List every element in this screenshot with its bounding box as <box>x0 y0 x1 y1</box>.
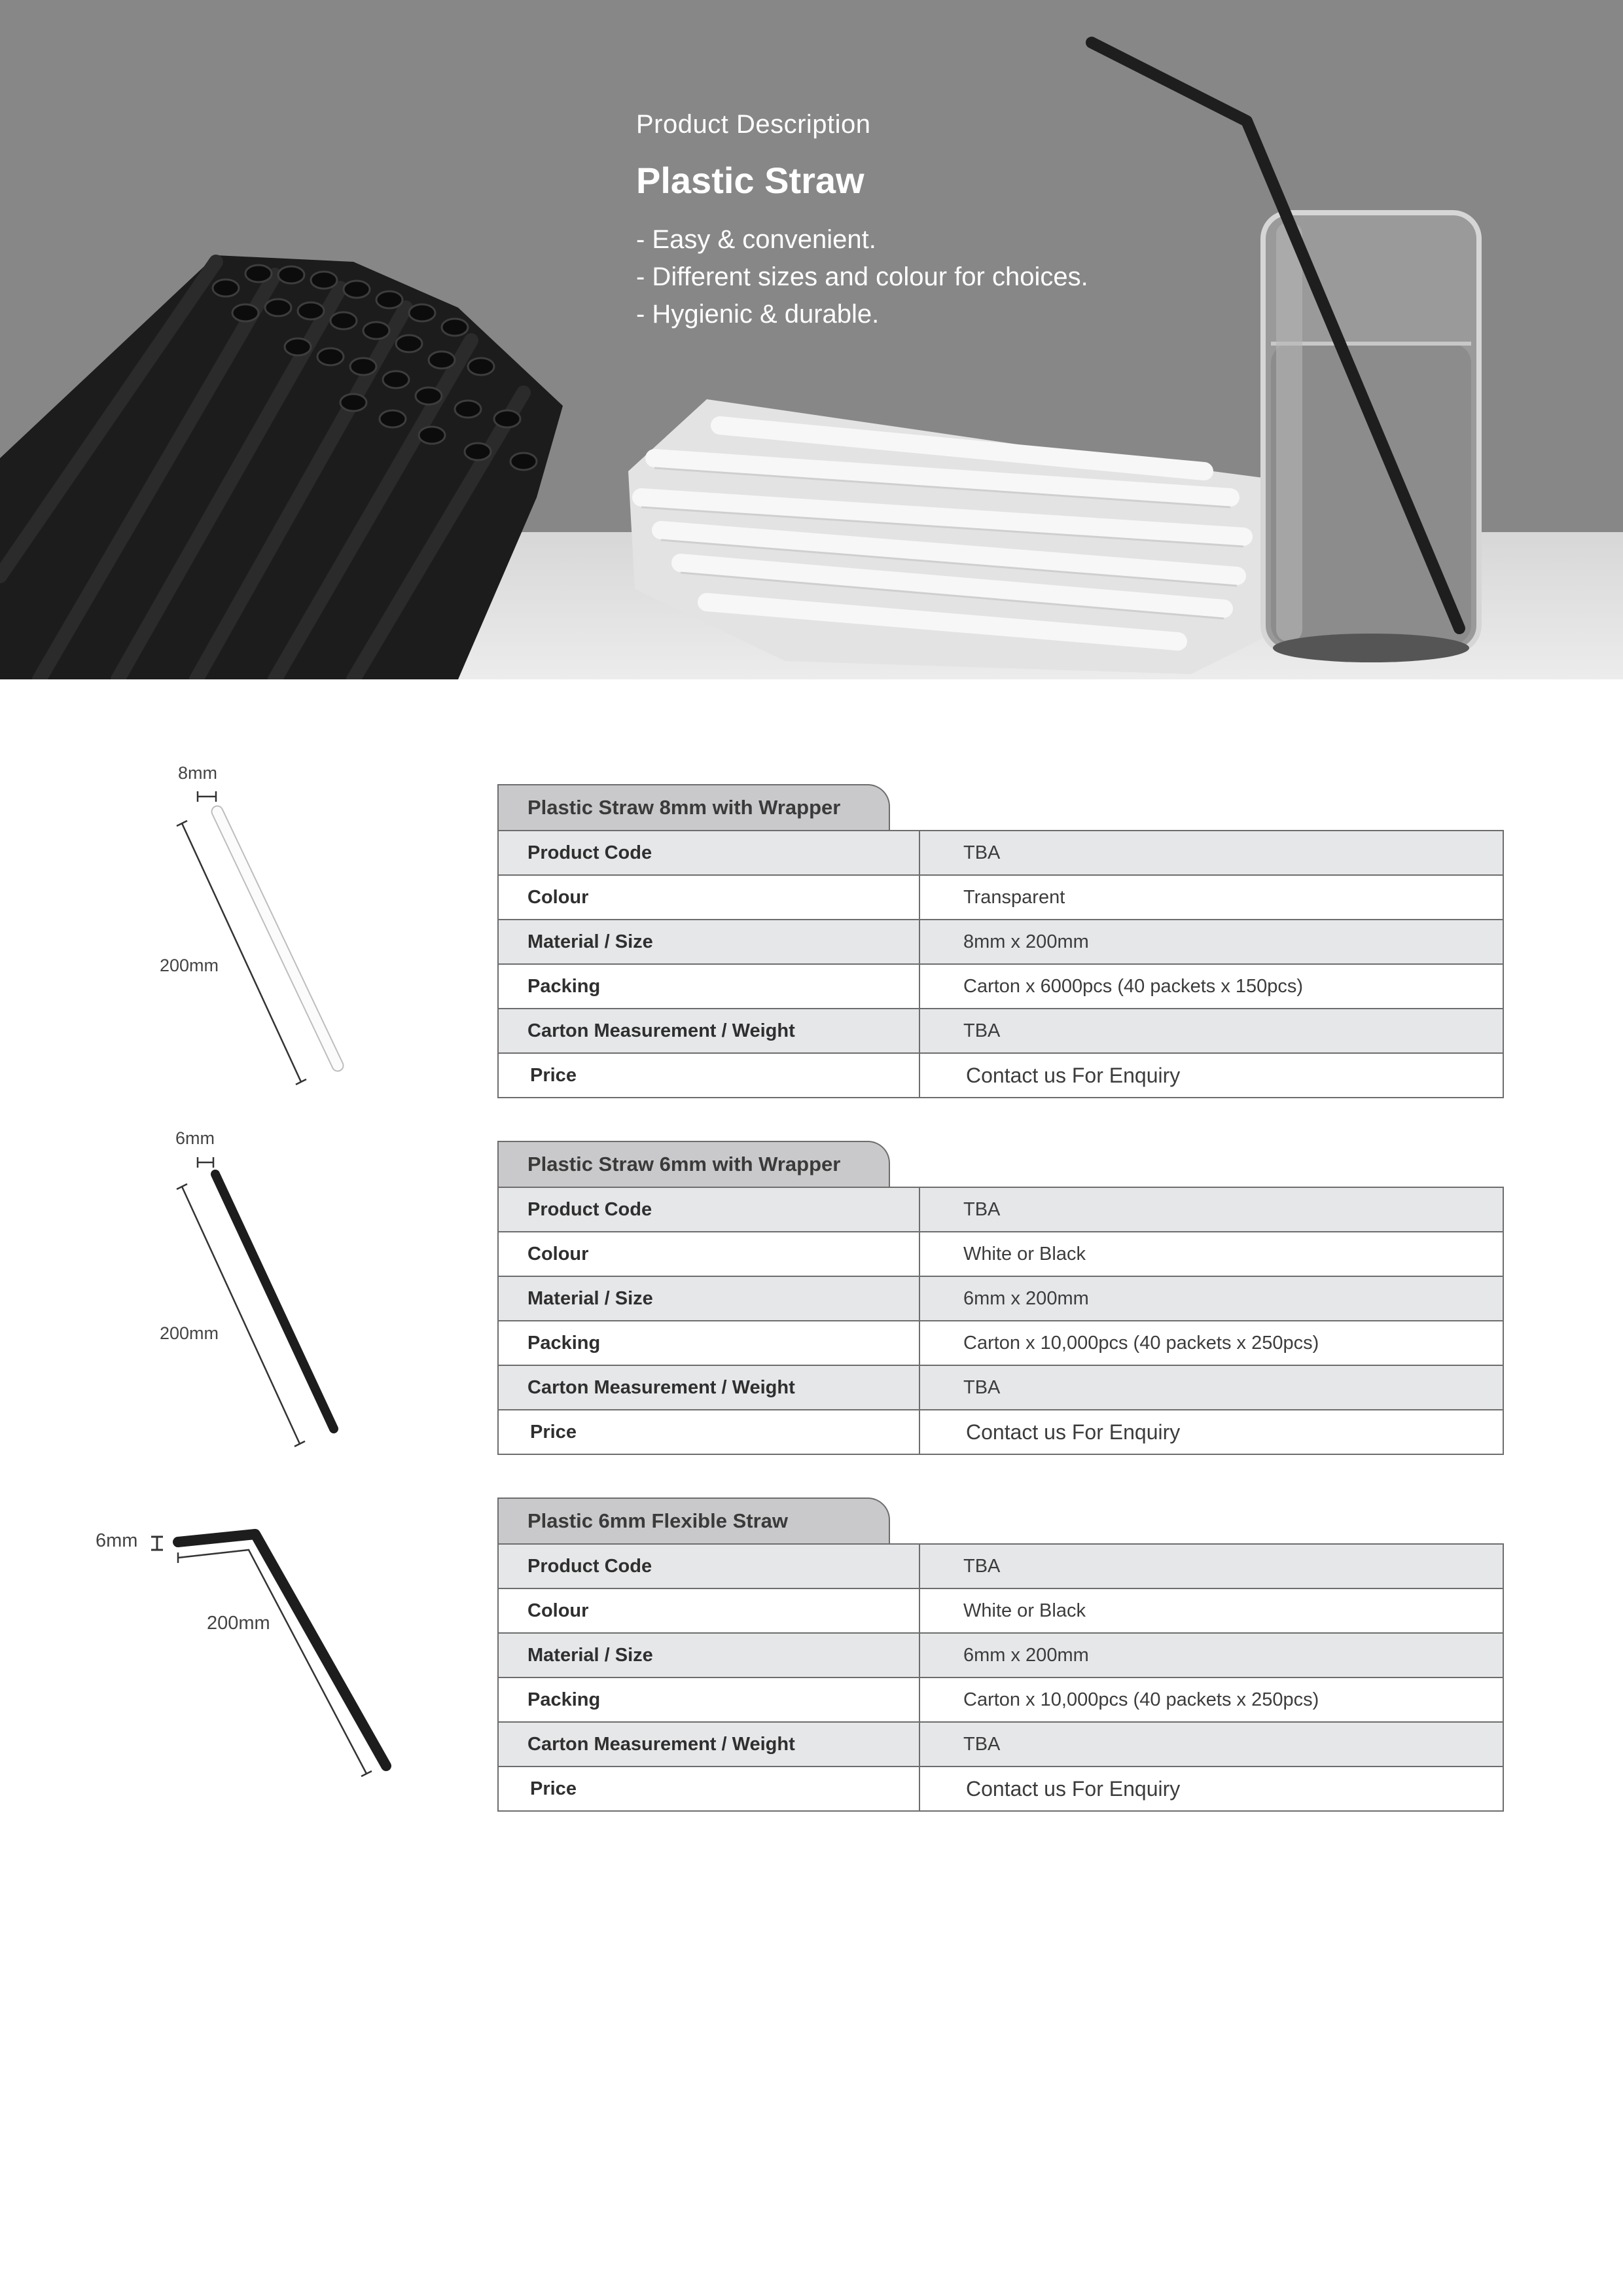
spec-title-tab: Plastic 6mm Flexible Straw <box>497 1498 890 1543</box>
row-value: 6mm x 200mm <box>919 1276 1503 1321</box>
straw-diagram-flexible <box>92 1505 406 1793</box>
price-enquiry-text: Contact us For Enquiry <box>919 1053 1503 1098</box>
row-label: Material / Size <box>498 1633 919 1677</box>
row-label: Packing <box>498 964 919 1009</box>
table-row <box>498 1722 1503 1767</box>
row-label: Material / Size <box>498 1276 919 1321</box>
table-row <box>498 920 1503 964</box>
spec-table-6mm <box>497 1141 1504 1455</box>
flexible-straw-black-drawing <box>92 1505 406 1793</box>
length-dimension-label: 200mm <box>207 1613 270 1634</box>
table-row-price <box>498 1767 1503 1811</box>
table-row <box>498 831 1503 875</box>
hero-eyebrow: Product Description <box>636 110 871 139</box>
row-label: Colour <box>498 1232 919 1276</box>
row-label: Carton Measurement / Weight <box>498 1365 919 1410</box>
row-value: 8mm x 200mm <box>919 920 1503 964</box>
spec-table-8mm <box>497 784 1504 1098</box>
width-dimension-label: 6mm <box>96 1530 138 1551</box>
row-value: TBA <box>919 1365 1503 1410</box>
row-value: TBA <box>919 1187 1503 1232</box>
spec-table <box>497 1187 1504 1455</box>
price-enquiry-text: Contact us For Enquiry <box>919 1767 1503 1811</box>
table-row <box>498 1276 1503 1321</box>
table-row <box>498 875 1503 920</box>
spec-table <box>497 1543 1504 1812</box>
hero-text-block <box>636 110 1088 333</box>
table-row <box>498 1187 1503 1232</box>
row-label: Carton Measurement / Weight <box>498 1722 919 1767</box>
spec-title-tab: Plastic Straw 8mm with Wrapper <box>497 784 890 830</box>
spec-table <box>497 830 1504 1098</box>
row-label: Packing <box>498 1677 919 1722</box>
feature-item: - Different sizes and colour for choices. <box>636 262 1088 291</box>
straw-diagram-8mm <box>131 759 380 1100</box>
straw-diagram-6mm <box>131 1124 380 1465</box>
row-value: TBA <box>919 831 1503 875</box>
price-enquiry-text: Contact us For Enquiry <box>919 1410 1503 1454</box>
row-label: Price <box>498 1053 919 1098</box>
width-dimension-label: 6mm <box>175 1128 215 1148</box>
row-label: Product Code <box>498 1544 919 1588</box>
table-row <box>498 1365 1503 1410</box>
row-label: Price <box>498 1767 919 1811</box>
hero-banner <box>0 0 1623 679</box>
row-value: 6mm x 200mm <box>919 1633 1503 1677</box>
row-label: Colour <box>498 1588 919 1633</box>
length-dimension-label: 200mm <box>160 956 219 975</box>
row-value: Transparent <box>919 875 1503 920</box>
length-dimension-label: 200mm <box>160 1323 219 1343</box>
row-label: Carton Measurement / Weight <box>498 1009 919 1053</box>
row-label: Product Code <box>498 831 919 875</box>
table-row <box>498 1544 1503 1588</box>
row-label: Price <box>498 1410 919 1454</box>
feature-item: - Easy & convenient. <box>636 225 876 254</box>
table-row-price <box>498 1410 1503 1454</box>
spec-title-tab: Plastic Straw 6mm with Wrapper <box>497 1141 890 1187</box>
row-value: Carton x 6000pcs (40 packets x 150pcs) <box>919 964 1503 1009</box>
table-row <box>498 1677 1503 1722</box>
width-dimension-label: 8mm <box>178 763 217 783</box>
row-label: Colour <box>498 875 919 920</box>
straight-straw-transparent-drawing <box>131 759 380 1100</box>
table-row <box>498 1633 1503 1677</box>
row-value: Carton x 10,000pcs (40 packets x 250pcs) <box>919 1677 1503 1722</box>
row-label: Product Code <box>498 1187 919 1232</box>
row-value: White or Black <box>919 1588 1503 1633</box>
row-value: TBA <box>919 1722 1503 1767</box>
table-row <box>498 964 1503 1009</box>
row-value: White or Black <box>919 1232 1503 1276</box>
table-row <box>498 1321 1503 1365</box>
row-label: Material / Size <box>498 920 919 964</box>
row-value: TBA <box>919 1009 1503 1053</box>
feature-item: - Hygienic & durable. <box>636 300 880 329</box>
spec-table-flexible <box>497 1498 1504 1812</box>
page-title: Plastic Straw <box>636 160 865 201</box>
table-row <box>498 1588 1503 1633</box>
row-value: Carton x 10,000pcs (40 packets x 250pcs) <box>919 1321 1503 1365</box>
hero-product-scene <box>0 0 1623 679</box>
white-wrapped-straws-image <box>628 399 1283 674</box>
table-row <box>498 1232 1503 1276</box>
row-value: TBA <box>919 1544 1503 1588</box>
black-straw-bundle-image <box>0 255 563 679</box>
straight-straw-black-drawing <box>131 1124 380 1465</box>
row-label: Packing <box>498 1321 919 1365</box>
table-row <box>498 1009 1503 1053</box>
table-row-price <box>498 1053 1503 1098</box>
